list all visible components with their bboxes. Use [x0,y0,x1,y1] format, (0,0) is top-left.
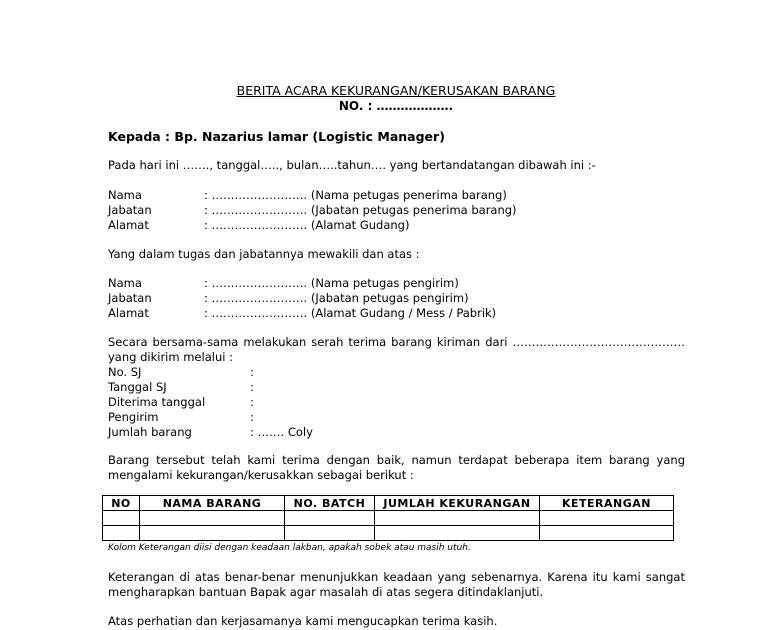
field-label: Nama [108,276,142,290]
field-label: Nama [108,188,142,202]
sender-position-row [108,291,469,305]
statement-line-1: Keterangan di atas benar-benar menunjukkan keadaan yang sebenarnya. Karena itu kami sangat [108,570,685,584]
column-header-batch: NO. BATCH [285,496,375,511]
field-value: : ……………………. (Jabatan petugas pengirim) [204,291,469,305]
field-value: : ……………………. (Nama petugas pengirim) [204,276,459,290]
document-number: NO. : ………………. [338,99,454,113]
field-value: : [250,380,254,394]
field-value: : ……………………. (Alamat Gudang / Mess / Pabrik) [204,306,497,320]
received-text-line-2: mengalami kekurangan/kerusakkan sebagai berikut : [108,468,414,482]
shipment-sj-row [108,365,254,379]
field-label: Diterima tanggal [108,395,206,409]
field-value: : [250,395,254,409]
received-text-line-1: Barang tersebut telah kami terima dengan baik, namun terdapat beberapa item barang yang [108,453,685,467]
table-cell[interactable] [140,526,285,541]
field-value: : ……. Coly [250,425,313,439]
sender-name-row [108,276,459,290]
field-label: Jabatan [108,291,152,305]
shortage-table [102,495,674,541]
table-header-row [103,496,674,511]
closing-line: Atas perhatian dan kerjasamanya kami mengucapkan terima kasih. [108,614,498,628]
table-cell[interactable] [375,526,540,541]
recipient-line: Kepada : Bp. Nazarius lamar (Logistic Manager) [108,129,445,144]
handover-line-1: Secara bersama-sama melakukan serah terima barang kiriman dari ……………………………………… [108,335,685,349]
table-cell[interactable] [540,511,674,526]
receiver-name-row [108,188,507,202]
document-title: BERITA ACARA KEKURANGAN/KERUSAKAN BARANG [236,83,556,98]
field-label: Alamat [108,306,149,320]
column-header-shortage-qty: JUMLAH KEKURANGAN [375,496,540,511]
field-value: : ……………………. (Jabatan petugas penerima barang) [204,203,517,217]
column-header-remarks: KETERANGAN [540,496,674,511]
receiver-position-row [108,203,517,217]
table-cell[interactable] [103,526,140,541]
shipment-quantity-row [108,425,313,439]
table-row [103,511,674,526]
column-header-item-name: NAMA BARANG [140,496,285,511]
field-value: : ……………………. (Alamat Gudang) [204,218,410,232]
table-cell[interactable] [540,526,674,541]
column-header-no: NO [103,496,140,511]
shipment-received-date-row [108,395,254,409]
field-value: : [250,365,254,379]
table-note: Kolom Keterangan diisi dengan keadaan lakban, apakah sobek atau masih utuh. [108,543,471,553]
field-label: No. SJ [108,365,142,379]
field-value: : ……………………. (Nama petugas penerima barang) [204,188,507,202]
sender-address-row [108,306,496,320]
table-cell[interactable] [285,511,375,526]
statement-line-2: mengharapkan bantuan Bapak agar masalah di atas segera ditindaklanjuti. [108,585,544,599]
field-label: Tanggal SJ [108,380,167,394]
field-label: Alamat [108,218,149,232]
table-cell[interactable] [103,511,140,526]
field-label: Jabatan [108,203,152,217]
receiver-address-row [108,218,409,232]
field-label: Jumlah barang [108,425,192,439]
table-cell[interactable] [285,526,375,541]
representing-line: Yang dalam tugas dan jabatannya mewakili dan atas : [108,247,420,261]
table-row [103,526,674,541]
handover-line-2: yang dikirim melalui : [108,350,233,364]
shipment-sj-date-row [108,380,254,394]
intro-line: Pada hari ini ……., tanggal….., bulan…..tahun…. yang bertandatangan dibawah ini :- [108,158,596,172]
shipment-sender-row [108,410,254,424]
table-cell[interactable] [375,511,540,526]
table-cell[interactable] [140,511,285,526]
field-value: : [250,410,254,424]
field-label: Pengirim [108,410,159,424]
